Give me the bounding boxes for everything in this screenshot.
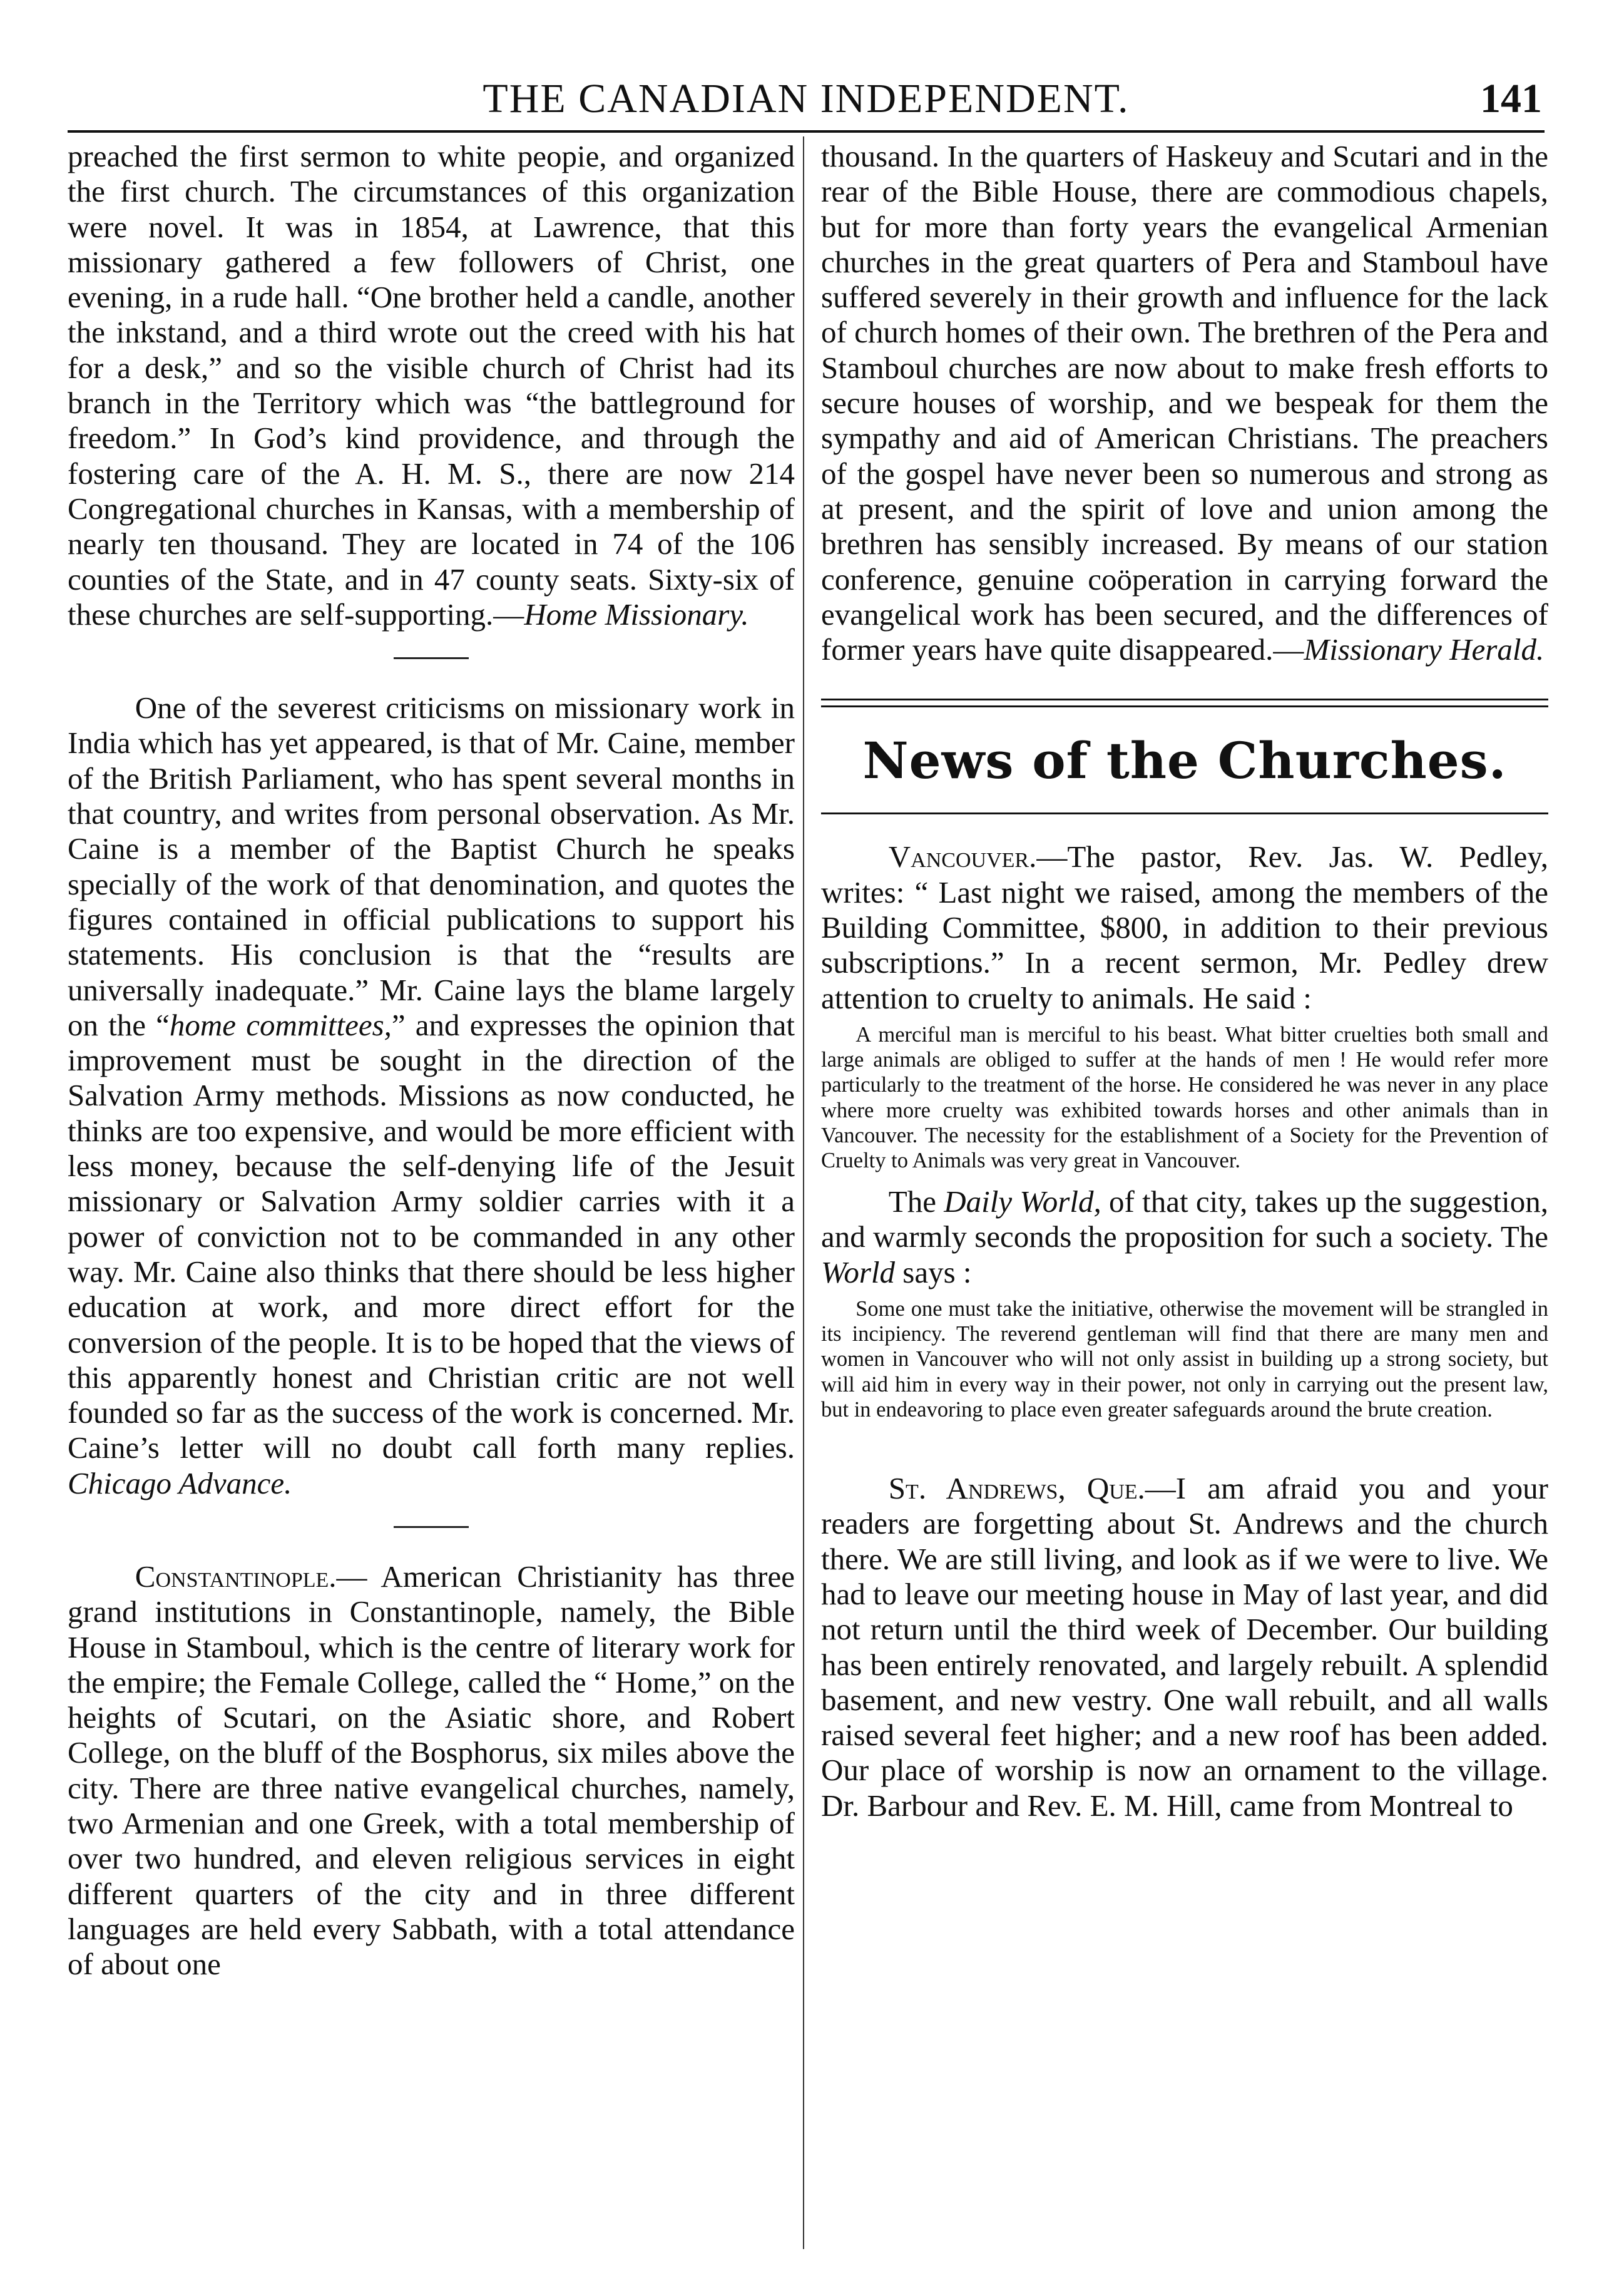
double-rule xyxy=(821,699,1548,707)
vancouver-text: —The pastor, Rev. Jas. W. Pedley, writes: “ Last night we raised, among the members of the Building Committee, $800, in addition to their previous subscriptions.” In a recent sermon, Mr. Pedley drew attention to cruelty to animals. He said : xyxy=(821,839,1548,1015)
armenian-text: thousand. In the quarters of Haskeuy and Scutari and in the rear of the Bible House, there are commodious chapels, but for more than forty years the evangelical Armenian churches in the great quarters of Pera and Stamboul have suffered severely in their growth and influence for the lack of church homes of their own. The brethren of the Pera and Stamboul churches are now about to make fresh efforts to secure houses of worship, and we bespeak for them the sympathy and aid of American Christians. The preachers of the gospel have never been so numerous and strong as at present, and the spirit of love and union among the brethren has sensibly increased. By means of our station conference, genuine coöperation in carrying forward the evangelical work has been secured, and the differences of former years have quite disappeared.— xyxy=(821,139,1548,667)
kansas-paragraph xyxy=(68,139,795,632)
separator xyxy=(394,1526,469,1528)
vancouver-lead: Vancouver. xyxy=(888,839,1037,874)
right-column xyxy=(821,139,1548,2242)
india-quote: home committees, xyxy=(169,1007,392,1042)
kansas-text: preached the first sermon to white peopie, and organized the first church. The circumstances of this organization were novel. It was in 1854, at Lawrence, that this missionary gathered a few followers of Christ, one evening, in a rude hall. “One brother held a candle, another the inkstand, and a third wrote out the creed with his hat for a desk,” and so the visible church of Christ had its branch in the Territory which was “the battleground for freedom.” In God’s kind providence, and through the fostering care of the A. H. M. S., there are now 214 Congregational churches in Kansas, with a membership of nearly ten thousand. They are located in 74 of the 106 counties of the State, and in 47 county seats. Sixty-six of these churches are self-supporting.— xyxy=(68,139,795,632)
st-andrews-lead: St. Andrews, Que. xyxy=(888,1471,1145,1506)
world-name: World xyxy=(821,1254,896,1289)
journal-title: THE CANADIAN INDEPENDENT. xyxy=(483,76,1130,121)
constantinople-text: — American Christianity has three grand institutions in Constantinople, namely, the Bible House in Stamboul, which is the centre of literary work for the empire; the Female College, called the “ Home,” on the heights of Scutari, on the Asiatic shore, and Robert College, on the bluff of the Bosphorus, six miles above the city. There are three native evangelical churches, namely, two Armenian and one Greek, with a total membership of over two hundred, and eleven religious services in eight different quarters of the city and in three different languages are held every Sabbath, with a total attendance of about one xyxy=(68,1559,795,1982)
india-paragraph xyxy=(68,690,795,1501)
section-title: News of the Churches. xyxy=(862,731,1507,791)
daily-world-text-a: The xyxy=(888,1184,944,1219)
st-andrews-text: —I am afraid you and your readers are forgetting about St. Andrews and the church there. We are still living, and look as if we were to live. We had to leave our meeting house in May of last year, and did not return until the third week of December. Our building has been entirely renovated, and largely rebuilt. A splendid basement, and new vestry. One wall rebuilt, and all walls raised several feet higher; and a new roof has been added. Our place of worship is now an ornament to the village. Dr. Barbour and Rev. E. M. Hill, came from Montreal to xyxy=(821,1471,1548,1823)
armenian-paragraph xyxy=(821,139,1548,667)
armenian-source: Missionary Herald. xyxy=(1304,632,1545,667)
separator xyxy=(394,657,469,659)
india-text: One of the severest criticisms on missionary work in India which has yet appeared, is that of Mr. Caine, member of the British Parliament, who has spent several months in that country, and writes from personal observation. As Mr. Caine is a member of the Baptist Church he speaks specially of the work of that denomination, and quotes the figures contained in official publications to support his statements. His conclusion is that the “results are universally inadequate.” Mr. Caine lays the blame largely on the “ xyxy=(68,690,795,1042)
sermon-quote: A merciful man is merciful to his beast. What bitter cruelties both small and large animals are obliged to suffer at the hands of men ! He would refer more particularly to the treatment of the horse. He considered he was never in any place where more cruelty was exhibited towards horses and other animals than in Vancouver. The necessity for the establishment of a Society for the Prevention of Cruelty to Animals was very great in Vancouver. xyxy=(821,1022,1548,1172)
vancouver-paragraph xyxy=(821,839,1548,1015)
left-column xyxy=(68,139,795,2242)
india-text-rest: ” and expresses the opinion that improvement must be sought in the direction of the Salvation Army methods. Missions as now conducted, he thinks are too expensive, and would be more efficient with less money, because the self-denying life of the Jesuit missionary or Salvation Army soldier carries with it a power of conviction not to be commanded in any other way. Mr. Caine also thinks that there should be less higher education at work, and more direct effort for the conversion of the people. It is to be hoped that the views of this apparently honest and Christian critic are not well founded so far as the success of the work is concerned. Mr. Caine’s letter will no doubt call forth many replies. xyxy=(68,1007,795,1465)
rule xyxy=(821,812,1548,814)
daily-world-text-b: of that city, takes up the suggestion, and warmly seconds the proposition for such a society. The xyxy=(821,1184,1548,1254)
spacer xyxy=(821,1433,1548,1471)
page-number: 141 xyxy=(1480,76,1542,121)
page-header xyxy=(68,68,1545,133)
daily-world-paragraph xyxy=(821,1184,1548,1290)
india-source: Chicago Advance. xyxy=(68,1465,292,1500)
st-andrews-paragraph xyxy=(821,1471,1548,1823)
world-quote: Some one must take the initiative, otherwise the movement will be strangled in its incipiency. The reverend gentleman will find that there are many men and women in Vancouver who will not only assist in building up a strong society, but will aid him in every way in their power, not only in carrying out the present law, but in endeavoring to place even greater safeguards around the brute creation. xyxy=(821,1297,1548,1422)
column-divider xyxy=(803,136,804,2249)
constantinople-paragraph xyxy=(68,1559,795,1982)
constantinople-lead: Constantinople. xyxy=(135,1559,337,1594)
daily-world-text-c: says : xyxy=(895,1254,972,1289)
daily-world-name: Daily World, xyxy=(944,1184,1101,1219)
kansas-source: Home Missionary. xyxy=(524,597,749,632)
